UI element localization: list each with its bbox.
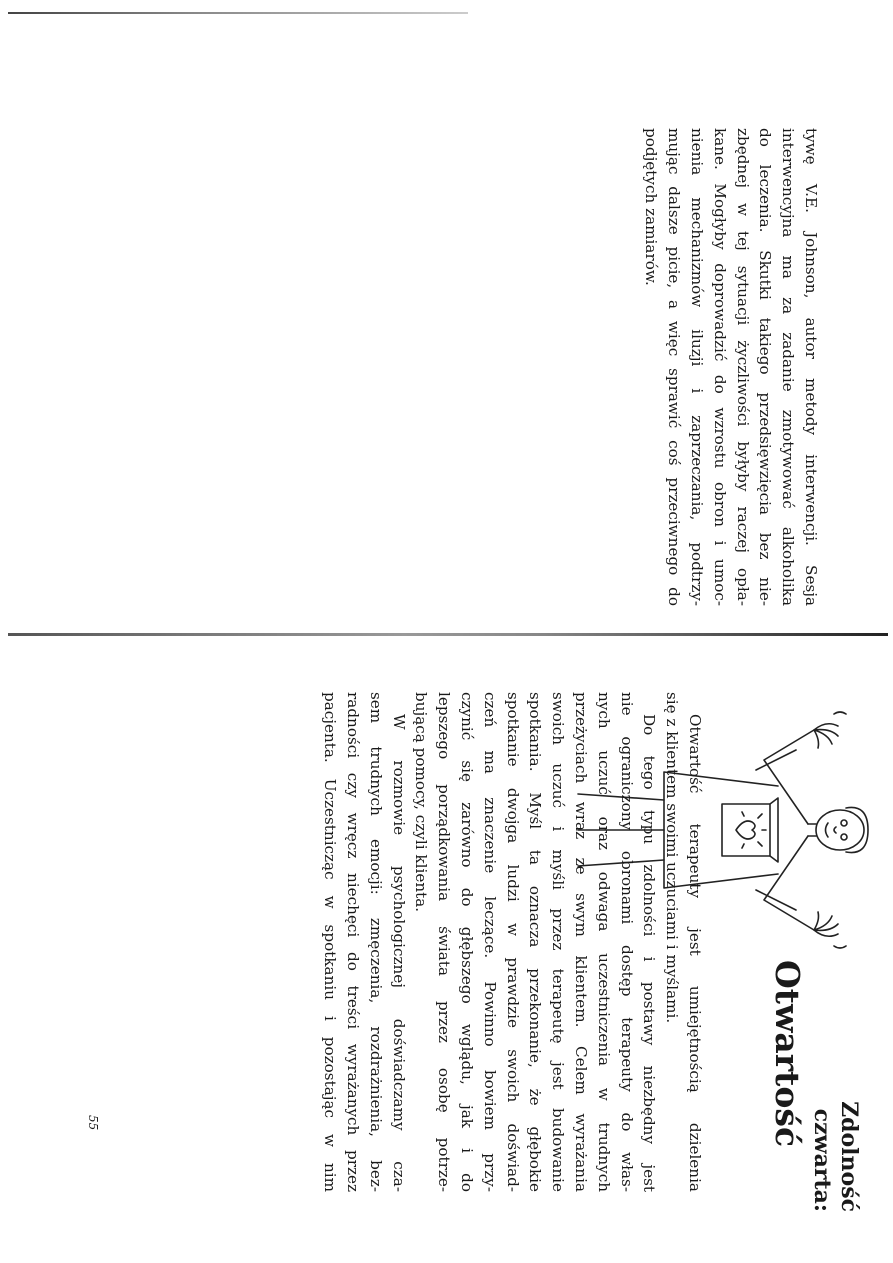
text-line: czynić się zarówno do głębszego wglądu, jak i do: [458, 692, 477, 1192]
text-line: spotkanie dwojga ludzi w prawdzie swoich doświad-: [503, 692, 522, 1192]
text-line: nych uczuć oraz odwaga uczestniczenia w trudnych: [594, 692, 613, 1192]
text-line: podjętych zamiarów.: [642, 128, 661, 286]
text-line: tywę V.E. Johnson, autor metody interwencji. Sesja: [802, 128, 820, 606]
chapter-number-line1: Zdolność: [836, 1101, 862, 1212]
page-divider: [8, 633, 888, 636]
text-line: radności czy wręcz niechęci do treści wyrażanych przez: [344, 692, 363, 1192]
text-line: zbędnej w tej sytuacji życzliwości byłyby raczej opła-: [733, 128, 752, 606]
text-line: nie ograniczony obronami dostęp terapeuty do włas-: [617, 692, 636, 1192]
text-line: bującą pomocy, czyli klienta.: [412, 692, 431, 913]
text-line: czeń ma znaczenie leczące. Powinno bowiem przy-: [480, 692, 499, 1192]
text-line: swoich uczuć i myśli przez terapeutę jest budowanie: [549, 692, 568, 1192]
page-number: 55: [86, 1115, 100, 1131]
paragraph-3: [318, 692, 409, 1192]
scan-edge-line: [8, 12, 468, 14]
chapter-number-line2: czwarta:: [809, 1108, 835, 1212]
text-line: Do tego typu zdolności i postawy niezbędny jest: [640, 714, 659, 1192]
text-line: W rozmowie psychologicznej doświadczamy cza-: [389, 714, 408, 1192]
text-line: do leczenia. Skutki takiego przedsięwzięcia bez nie-: [756, 128, 775, 606]
text-line: spotkania. Myśl ta oznacza przekonanie, że głębokie: [526, 692, 545, 1192]
text-line: nienia mechanizmów iluzji i zaprzeczania, podtrzy-: [688, 128, 707, 606]
text-line: interwencyjna ma za zadanie zmotywować alkoholika: [779, 128, 798, 606]
text-line: Otwartość terapeuty jest umiejętnością dzielenia: [686, 714, 704, 1192]
text-line: lepszego porządkowania świata przez osobę potrze-: [435, 692, 454, 1192]
text-line: sem trudnych emocji: zmęczenia, rozdrażnienia, bez-: [366, 692, 385, 1192]
text-line: pacjenta. Uczestnicząc w spotkaniu i pozostając w nim: [321, 692, 340, 1192]
text-line: kane. Mogłyby doprowadzić do wzrostu obron i umoc-: [710, 128, 729, 606]
chapter-heading: [808, 992, 862, 1212]
text-line: przeżyciach wraz ze swym klientem. Celem wyrażania: [572, 692, 591, 1192]
left-page-paragraph: [640, 128, 822, 606]
text-line: mując dalsze picie, a więc sprawić coś przeciwnego do: [665, 128, 684, 606]
chapter-title: Otwartość: [768, 960, 807, 1148]
paragraph-1: [660, 692, 706, 1192]
left-page: [622, 128, 822, 618]
paragraph-2: [410, 692, 661, 1192]
right-page-text: [318, 692, 706, 1192]
right-page: [60, 660, 880, 1220]
text-line: się z klientem swoimi uczuciami i myślami.: [663, 692, 682, 1024]
